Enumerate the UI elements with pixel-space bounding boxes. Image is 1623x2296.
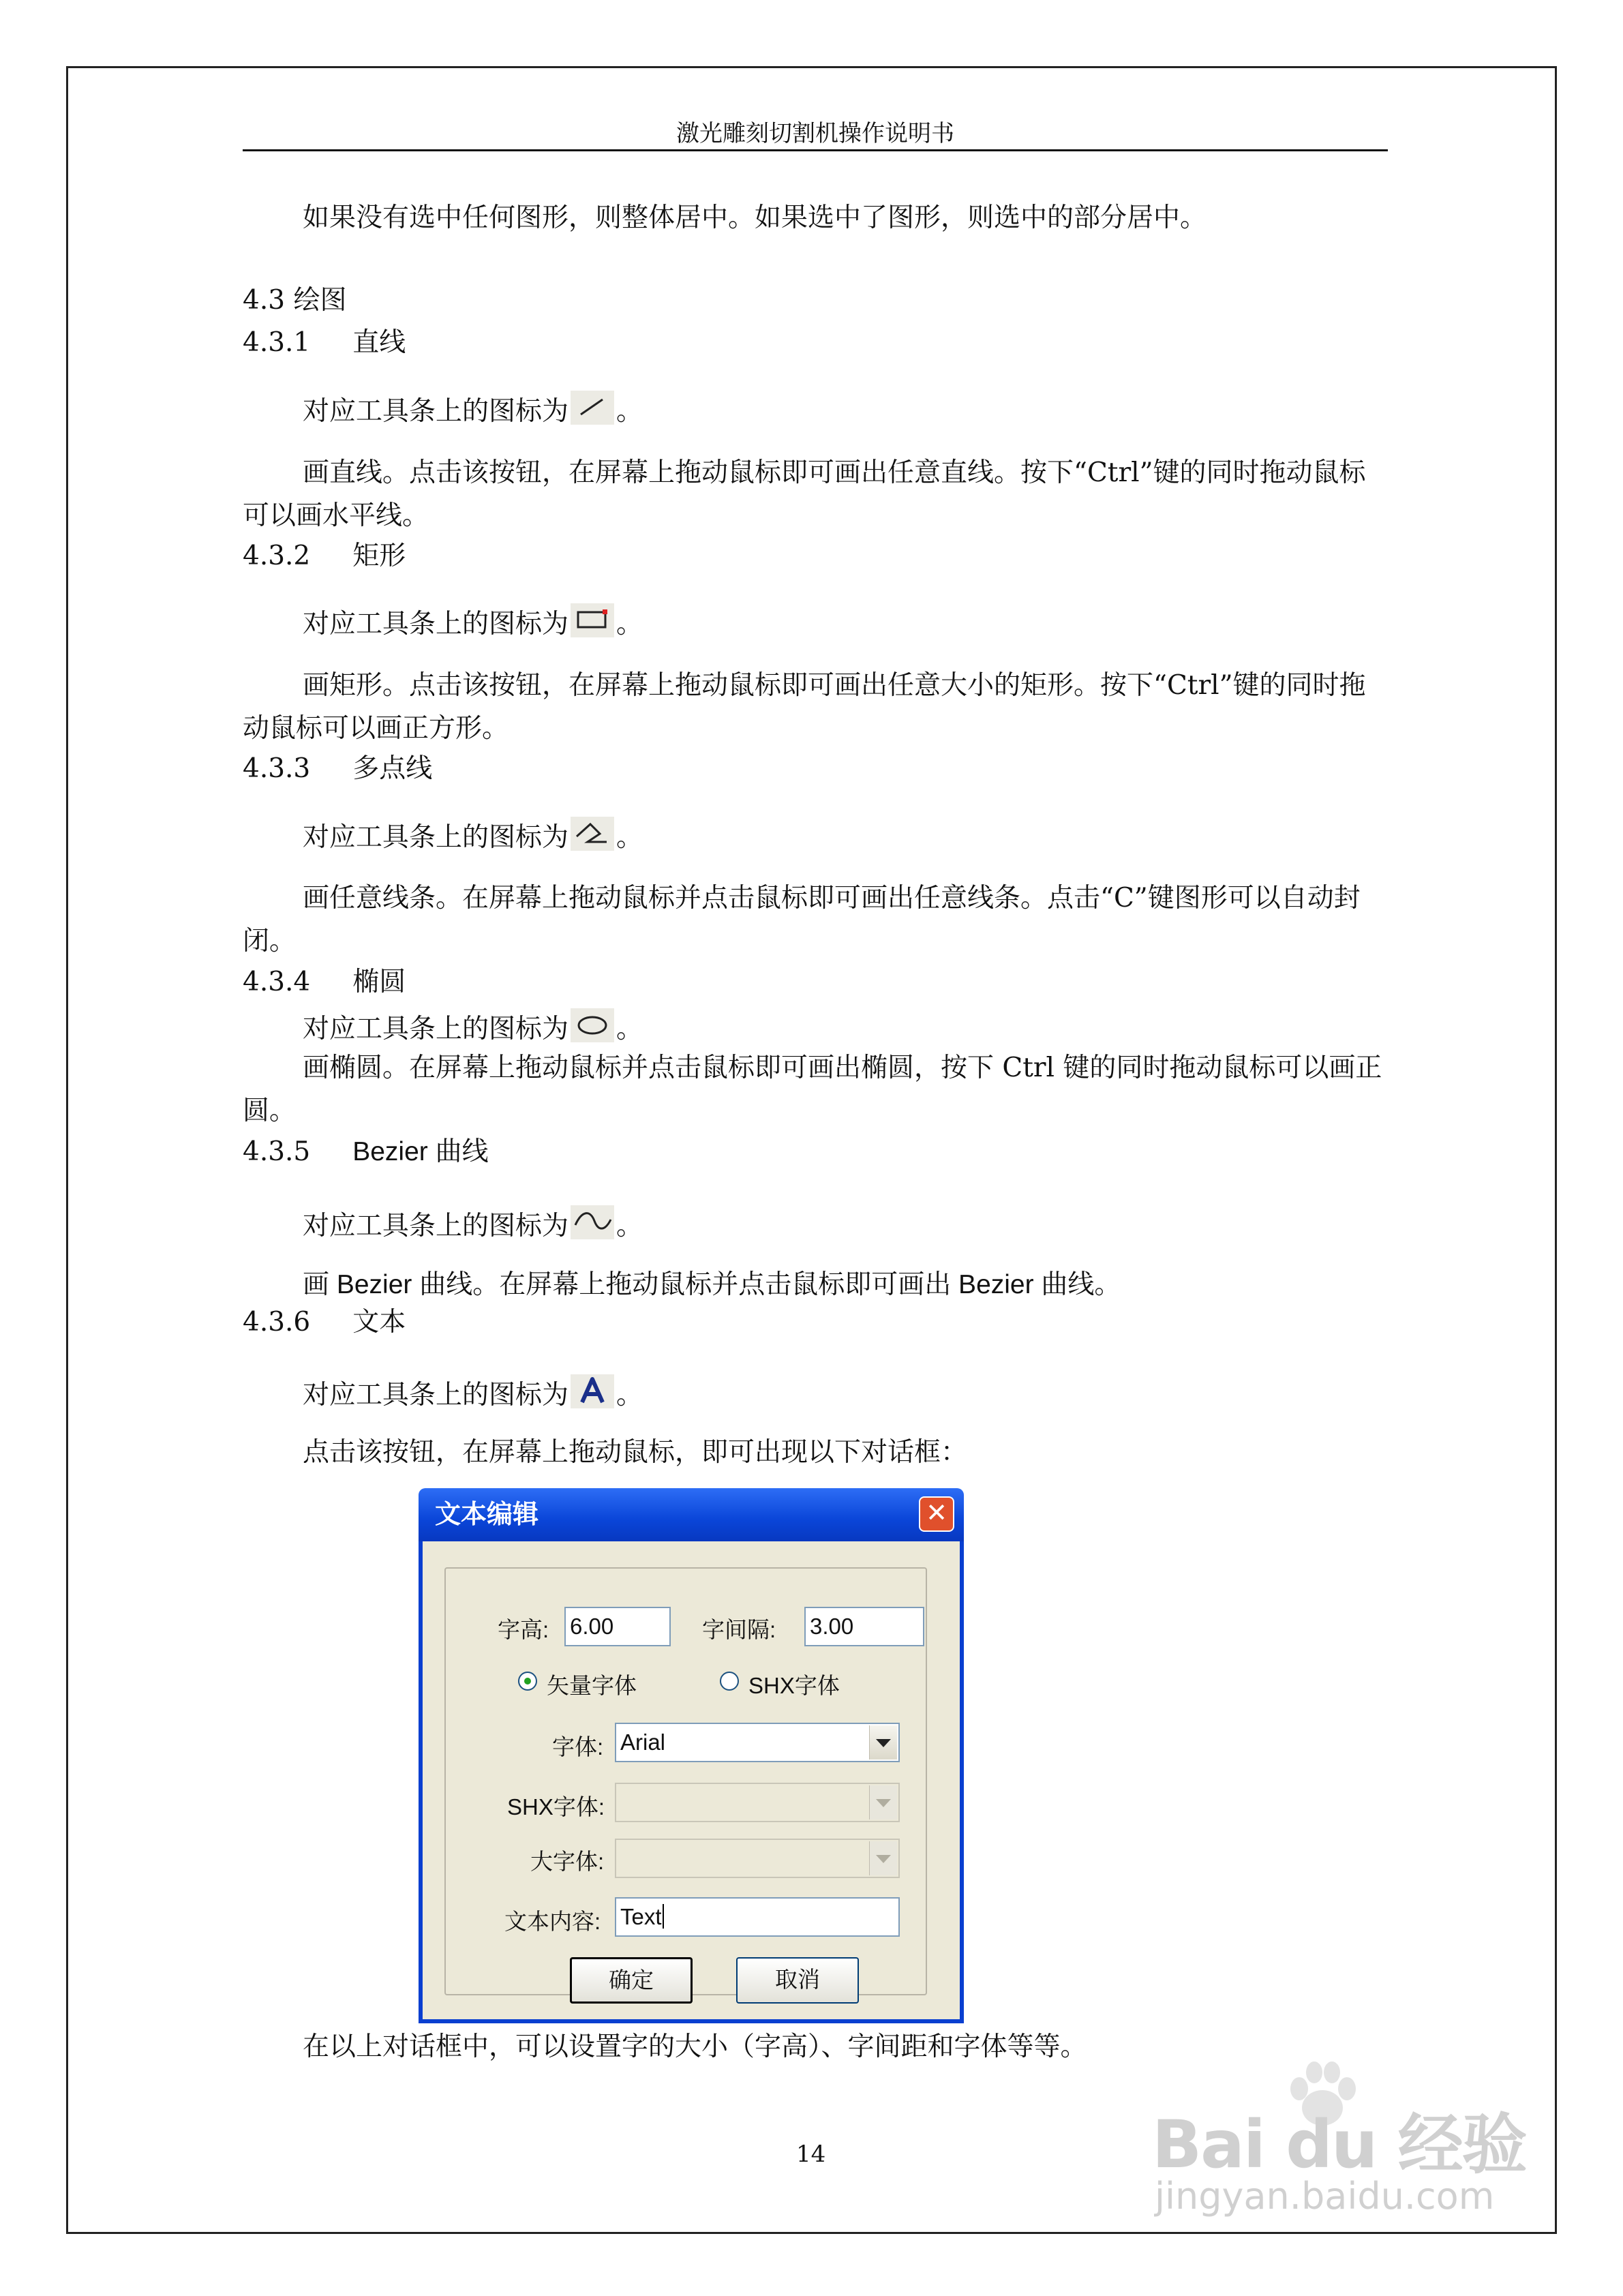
shx-font-radio-label: SHX字体 [748,1673,840,1698]
icon-line-rect: 对应工具条上的图标为 。 [303,603,643,641]
icon-line-bezier: 对应工具条上的图标为 。 [303,1205,643,1243]
font-select-value: Arial [620,1729,666,1755]
dialog-body [423,1541,960,2019]
intro-paragraph: 如果没有选中任何图形，则整体居中。如果选中了图形，则选中的部分居中。 [303,202,1207,233]
content-label: 文本内容: [504,1909,601,1934]
icon-line-ellipse: 对应工具条上的图标为 。 [303,1008,643,1046]
text-description: 点击该按钮，在屏幕上拖动鼠标，即可出现以下对话框： [303,1437,968,1468]
dialog-title: 文本编辑 [435,1500,539,1529]
polyline-description: 画任意线条。在屏幕上拖动鼠标并点击鼠标即可画出任意线条。点击“C”键图形可以自动封闭。 [243,883,1361,956]
dialog-title-bar [419,1488,964,1541]
subsection-heading-rect: 4.3.2 矩形 [243,541,406,571]
vector-font-radio[interactable] [518,1672,537,1691]
shx-font-label: SHX字体: [507,1794,605,1819]
icon-line-line: 对应工具条上的图标为 。 [303,390,643,428]
page-number: 14 [796,2141,826,2168]
chevron-down-icon [869,1785,897,1819]
bezier-tool-icon [570,1205,615,1240]
subsection-heading-polyline: 4.3.3 多点线 [243,753,433,784]
ellipse-tool-icon [570,1008,615,1043]
big-font-label: 大字体: [530,1849,605,1874]
text-edit-dialog [419,1488,964,2023]
vector-font-label: 矢量字体 [547,1673,637,1698]
subsection-heading-line: 4.3.1 直线 [243,327,406,358]
rect-description: 画矩形。点击该按钮，在屏幕上拖动鼠标即可画出任意大小的矩形。按下“Ctrl”键的同时拖动鼠标可以画正方形。 [243,670,1366,744]
header-rule [243,149,1388,151]
watermark-url: jingyan.baidu.com [1155,2175,1495,2218]
close-icon[interactable]: ✕ [919,1496,954,1532]
cancel-button[interactable]: 取消 [736,1957,859,2004]
font-label: 字体: [552,1734,604,1759]
watermark-brand: Bai du 经验 [1152,2106,1526,2183]
icon-line-polyline: 对应工具条上的图标为 。 [303,816,643,854]
big-font-select[interactable] [615,1839,900,1878]
content-value: Text [620,1904,662,1929]
shx-font-radio[interactable] [720,1672,739,1691]
bezier-description: 画 Bezier 曲线。在屏幕上拖动鼠标并点击鼠标即可画出 Bezier 曲线。 [303,1270,1121,1299]
running-header: 激光雕刻切割机操作说明书 [676,120,954,147]
rectangle-tool-icon [570,603,615,638]
ok-button[interactable]: 确定 [570,1957,693,2004]
subsection-heading-text: 4.3.6 文本 [243,1307,406,1338]
icon-line-text: 对应工具条上的图标为 。 [303,1374,643,1412]
text-caret [663,1904,664,1929]
font-select[interactable] [615,1723,900,1762]
line-description: 画直线。点击该按钮，在屏幕上拖动鼠标即可画出任意直线。按下“Ctrl”键的同时拖动鼠标可以画水平线。 [243,457,1366,531]
height-label: 字高: [498,1617,549,1642]
subsection-heading-bezier: 4.3.5 Bezier 曲线 [243,1136,489,1167]
closing-paragraph: 在以上对话框中，可以设置字的大小（字高）、字间距和字体等等。 [303,2031,1087,2062]
polyline-tool-icon [570,816,615,851]
chevron-down-icon[interactable] [869,1725,897,1759]
content-field[interactable] [615,1897,900,1937]
spacing-field[interactable]: 3.00 [804,1607,924,1646]
line-tool-icon [570,390,615,425]
subsection-heading-ellipse: 4.3.4 椭圆 [243,967,406,997]
height-field[interactable]: 6.00 [564,1607,671,1646]
section-heading: 4.3 绘图 [243,285,347,316]
spacing-label: 字间隔: [702,1617,776,1642]
text-tool-icon [570,1374,615,1409]
ellipse-description: 画椭圆。在屏幕上拖动鼠标并点击鼠标即可画出椭圆，按下 Ctrl 键的同时拖动鼠标可以画正圆。 [243,1053,1382,1126]
chevron-down-icon [869,1841,897,1875]
shx-font-select[interactable] [615,1783,900,1822]
